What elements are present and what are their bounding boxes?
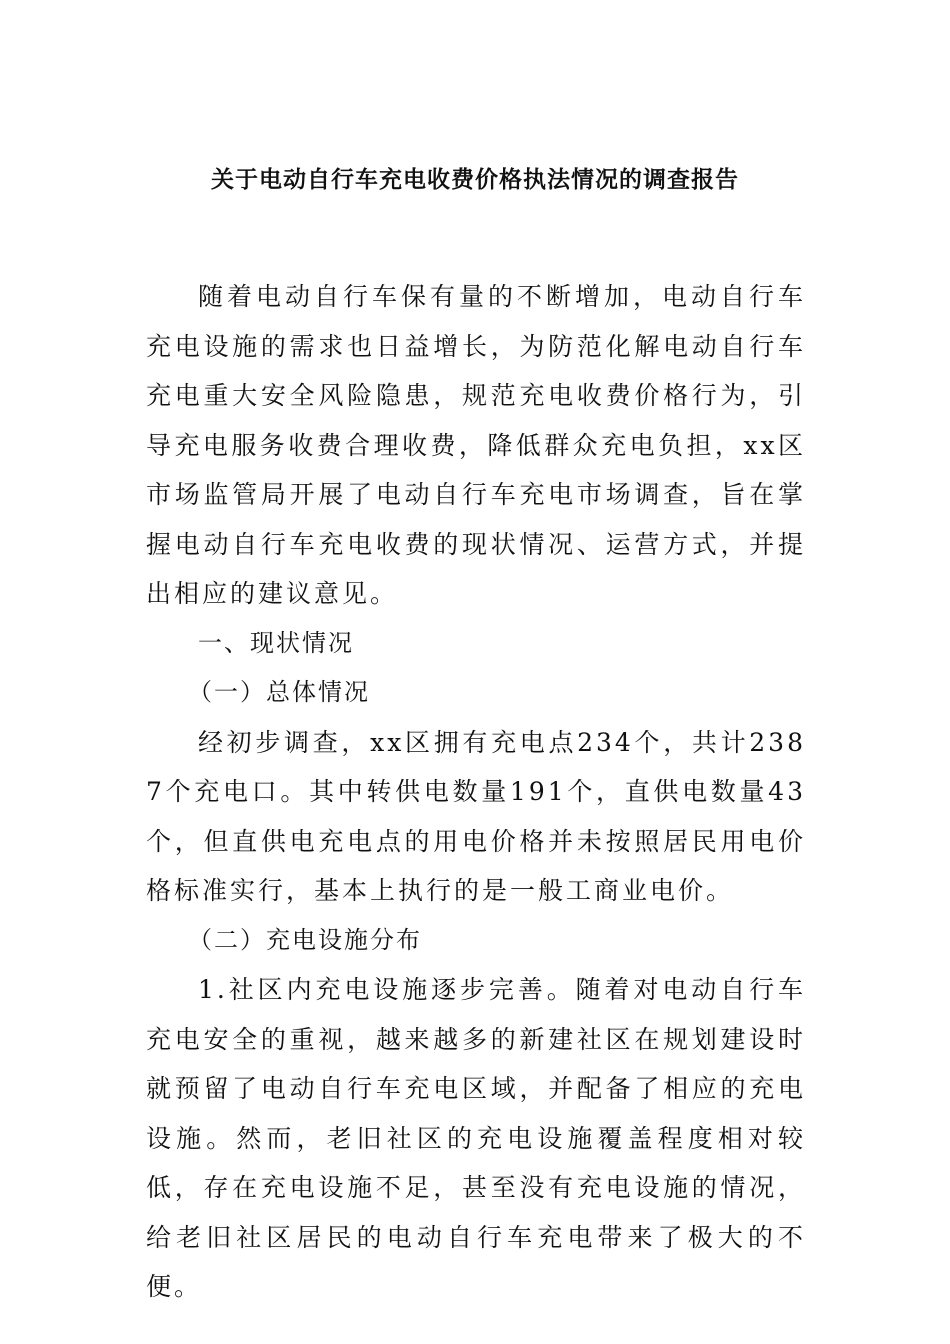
section-heading-current-status: 一、现状情况 <box>198 628 354 657</box>
overall-paragraph: 经初步调查，xx区拥有充电点234个，共计2387个充电口。其中转供电数量191个，直供电数量43个，但直供电充电点的用电价格并未按照居民用电价格标准实行，基本上执行的是一般工商业电价。 <box>146 727 806 905</box>
distribution-paragraph: 1.社区内充电设施逐步完善。随着对电动自行车充电安全的重视，越来越多的新建社区在规划建设时就预留了电动自行车充电区域，并配备了相应的充电设施。然而，老旧社区的充电设施覆盖程度相对较低，存在充电设施不足，甚至没有充电设施的情况，给老旧社区居民的电动自行车充电带来了极大的不便。 <box>146 975 806 1301</box>
subsection-heading-overall: （一）总体情况 <box>188 678 370 706</box>
document-body <box>146 272 806 1312</box>
document-title: 关于电动自行车充电收费价格执法情况的调查报告 <box>211 167 739 193</box>
subsection-heading-distribution: （二）充电设施分布 <box>188 925 422 954</box>
intro-paragraph: 随着电动自行车保有量的不断增加，电动自行车充电设施的需求也日益增长，为防范化解电动自行车充电重大安全风险隐患，规范充电收费价格行为，引导充电服务收费合理收费，降低群众充电负担，xx区市场监管局开展了电动自行车充电市场调查，旨在掌握电动自行车充电收费的现状情况、运营方式，并提出相应的建议意见。 <box>146 282 806 608</box>
